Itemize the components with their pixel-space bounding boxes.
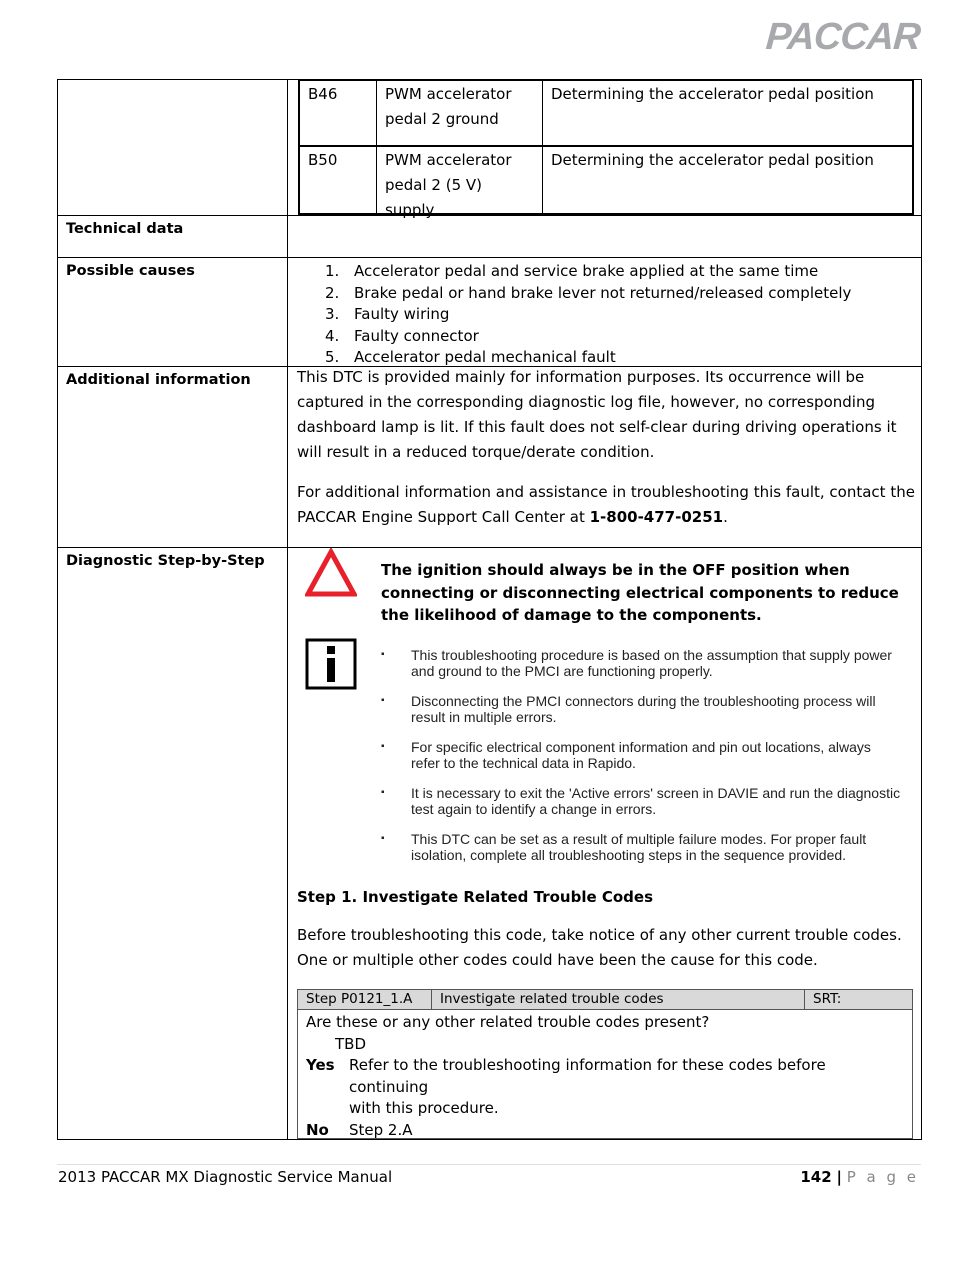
pin-name-line: pedal 2 ground bbox=[385, 110, 499, 128]
causes-list bbox=[325, 261, 851, 369]
pin-table-row bbox=[58, 80, 921, 219]
no-answer bbox=[306, 1120, 906, 1142]
item-number: 3. bbox=[325, 305, 340, 323]
dtc-info-table bbox=[57, 79, 922, 1140]
pin-name bbox=[377, 81, 543, 145]
footer-divider bbox=[57, 1164, 921, 1165]
note-text: For specific electrical component information and pin out locations, always refer to the technical data in Rapido. bbox=[411, 739, 871, 771]
srt-label: SRT: bbox=[813, 991, 842, 1007]
item-text: Faulty connector bbox=[354, 326, 479, 345]
note-item bbox=[381, 831, 901, 863]
step-table-header bbox=[298, 990, 912, 1010]
step-tbd: TBD bbox=[335, 1034, 367, 1053]
step-table bbox=[297, 989, 913, 1139]
empty-label-cell bbox=[58, 80, 288, 215]
additional-info-label: Additional information bbox=[58, 367, 288, 547]
pin-row bbox=[300, 147, 912, 219]
page-word: P a g e bbox=[846, 1168, 919, 1186]
step-id: Step P0121_1.A bbox=[298, 990, 432, 1009]
item-number: 1. bbox=[325, 262, 340, 280]
pin-name-line: pedal 2 (5 V) supply bbox=[385, 176, 482, 219]
item-text: Brake pedal or hand brake lever not returned/released completely bbox=[354, 283, 852, 302]
item-text: Accelerator pedal mechanical fault bbox=[354, 348, 616, 366]
possible-causes-content bbox=[288, 258, 921, 366]
note-text: This troubleshooting procedure is based on the assumption that supply power and ground to the PMCI are functioning properly. bbox=[411, 647, 892, 679]
footer-page-info bbox=[800, 1168, 919, 1186]
note-item bbox=[381, 785, 901, 817]
notes-list bbox=[381, 647, 901, 877]
item-number: 5. bbox=[325, 348, 340, 366]
bullet: ▪ bbox=[381, 787, 385, 798]
paccar-logo: PACCAR bbox=[764, 16, 922, 58]
list-item bbox=[325, 283, 851, 305]
note-item bbox=[381, 647, 901, 679]
support-phone: 1-800-477-0251 bbox=[589, 508, 724, 526]
note-text: It is necessary to exit the 'Active errors' screen in DAVIE and run the diagnostic test again to identify a change in errors. bbox=[411, 785, 901, 817]
yes-label: Yes bbox=[306, 1056, 335, 1074]
warning-text: The ignition should always be in the OFF position when connecting or disconnecting electrical components to reduce the likelihood of damage to the components. bbox=[381, 561, 899, 624]
step-header-title: Investigate related trouble codes bbox=[432, 990, 805, 1009]
technical-data-row bbox=[58, 216, 921, 258]
diagnostic-label: Diagnostic Step-by-Step bbox=[58, 548, 288, 1140]
punctuation: . bbox=[723, 508, 728, 526]
yes-answer bbox=[306, 1055, 906, 1120]
footer-manual-title: 2013 PACCAR MX Diagnostic Service Manual bbox=[58, 1168, 393, 1186]
technical-data-content bbox=[288, 216, 921, 257]
list-item bbox=[325, 326, 851, 348]
step-question: Are these or any other related trouble codes present? bbox=[306, 1013, 710, 1031]
pin-function: Determining the accelerator pedal position bbox=[551, 85, 874, 103]
no-label: No bbox=[306, 1120, 329, 1139]
bullet: ▪ bbox=[381, 741, 385, 752]
info-paragraph bbox=[297, 480, 917, 530]
diagnostic-content bbox=[288, 548, 921, 1140]
pin-name-line: PWM accelerator bbox=[385, 151, 512, 169]
bullet: ▪ bbox=[381, 833, 385, 844]
additional-info-content bbox=[288, 367, 921, 547]
info-icon bbox=[305, 638, 357, 690]
pin-table bbox=[298, 80, 914, 219]
note-item bbox=[381, 739, 901, 771]
note-text: Disconnecting the PMCI connectors during the troubleshooting process will result in multiple errors. bbox=[411, 693, 876, 725]
note-item bbox=[381, 693, 901, 725]
diagnostic-row bbox=[58, 548, 921, 1140]
technical-data-label: Technical data bbox=[58, 216, 288, 257]
yes-text: Refer to the troubleshooting information for these codes before continuing bbox=[349, 1056, 826, 1096]
possible-causes-label: Possible causes bbox=[58, 258, 288, 366]
step-intro: Before troubleshooting this code, take notice of any other current trouble codes. One or multiple other codes could have been the cause for this code. bbox=[297, 926, 902, 969]
possible-causes-row bbox=[58, 258, 921, 367]
contact-text: For additional information and assistance in troubleshooting this fault, contact the PACCAR Engine Support Call Center at bbox=[297, 483, 915, 526]
pin-function: Determining the accelerator pedal position bbox=[551, 151, 874, 169]
item-number: 4. bbox=[325, 326, 340, 345]
item-number: 2. bbox=[325, 283, 340, 302]
bullet: ▪ bbox=[381, 649, 385, 660]
pin-id: B50 bbox=[300, 147, 377, 213]
pin-name-line: PWM accelerator bbox=[385, 85, 512, 103]
yes-text: with this procedure. bbox=[349, 1099, 499, 1117]
step-title: Step 1. Investigate Related Trouble Codes bbox=[297, 888, 654, 906]
list-item bbox=[325, 261, 851, 283]
item-text: Faulty wiring bbox=[354, 305, 450, 323]
step-table-body bbox=[306, 1012, 906, 1141]
warning-triangle-icon bbox=[305, 548, 357, 598]
no-text: Step 2.A bbox=[349, 1120, 413, 1139]
pin-row bbox=[300, 81, 912, 147]
pin-name bbox=[377, 147, 543, 219]
note-text: This DTC can be set as a result of multiple failure modes. For proper fault isolation, complete all troubleshooting steps in the sequence provided. bbox=[411, 831, 867, 863]
item-text: Accelerator pedal and service brake applied at the same time bbox=[354, 262, 819, 280]
additional-info-row bbox=[58, 367, 921, 548]
page-number: 142 bbox=[800, 1168, 832, 1186]
list-item bbox=[325, 304, 851, 326]
info-paragraph: This DTC is provided mainly for information purposes. Its occurrence will be captured in the corresponding diagnostic log file, however, no corresponding dashboard lamp is lit. If this fault does not self-clear during driving operations it will result in a reduced torque/derate condition. bbox=[297, 368, 897, 461]
page-separator: | bbox=[836, 1168, 842, 1186]
bullet: ▪ bbox=[381, 695, 385, 706]
pin-id: B46 bbox=[300, 81, 377, 145]
